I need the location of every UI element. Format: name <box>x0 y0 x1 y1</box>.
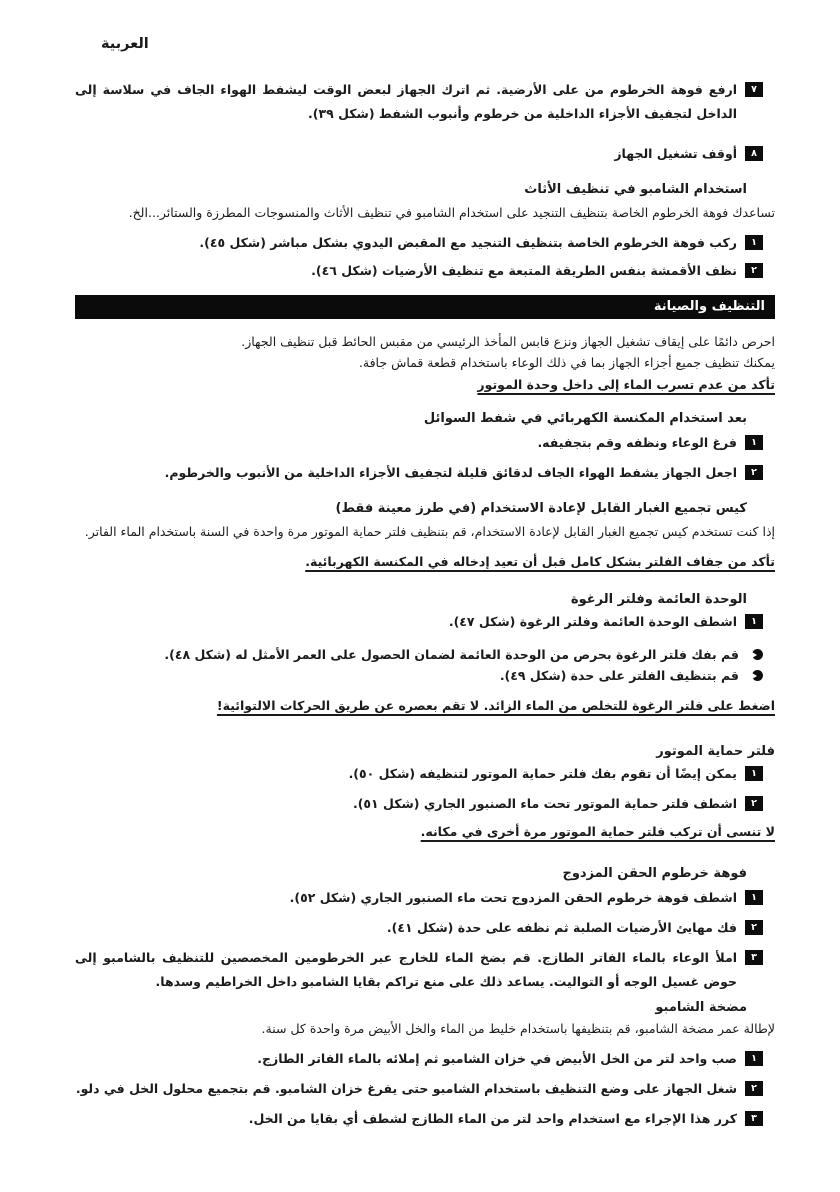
step-text: اجعل الجهاز يشفط الهواء الجاف لدقائق قليلة لتجفيف الأجزاء الداخلية من الأنبوب والخرطوم. <box>164 465 737 480</box>
step-text: شغل الجهاز على وضع التنظيف باستخدام الشامبو حتى يفرغ خزان الشامبو. قم بتجميع محلول الخل في دلو. <box>75 1081 737 1096</box>
step-number-badge: ١ <box>745 890 763 905</box>
section-title-motor-filter: فلتر حماية الموتور <box>656 744 775 759</box>
section-title-float-unit: الوحدة العائمة وفلتر الرغوة <box>570 592 747 607</box>
step-text: كرر هذا الإجراء مع استخدام واحد لتر من الماء الطازج لشطف أي بقايا من الخل. <box>248 1111 737 1126</box>
motor-filter-step-1 <box>75 762 775 786</box>
warning-refit-motor-filter: لا تنسى أن تركب فلتر حماية الموتور مرة أخرى في مكانه. <box>420 824 775 839</box>
step-number-badge: ٢ <box>745 920 763 935</box>
warning-no-water-in-motor: تأكد من عدم تسرب الماء إلى داخل وحدة الموتور <box>477 377 775 392</box>
step-text: فك مهايئ الأرضيات الصلبة ثم نظفه على حدة (شكل ٤١). <box>386 920 737 935</box>
step-text: يمكن إيضًا أن تقوم بفك فلتر حماية الموتور لتنظيفه (شكل ٥٠). <box>348 766 737 781</box>
step-number-badge: ١ <box>745 614 763 629</box>
step-number-badge: ١ <box>745 235 763 250</box>
bullet-text: قم بفك فلتر الرغوة بحرص من الوحدة العائمة لضمان الحصول على العمر الأمثل له (شكل ٤٨). <box>164 647 739 662</box>
dust-bag-paragraph: إذا كنت تستخدم كيس تجميع الغبار القابل لإعادة الاستخدام، قم بتنظيف فلتر حماية الموتور مرة واحدة في السنة باستخدام الماء الفاتر. <box>84 524 775 539</box>
step-number-badge: ٢ <box>745 1081 763 1096</box>
step-text: اشطف فوهة خرطوم الحقن المزدوج تحت ماء الصنبور الجاري (شكل ٥٢). <box>289 890 737 905</box>
section-title-after-wet-use: بعد استخدام المكنسة الكهربائي في شفط السوائل <box>423 411 747 426</box>
bullet-text: قم بتنظيف الفلتر على حدة (شكل ٤٩). <box>499 668 739 683</box>
step-number-badge: ١ <box>745 435 763 450</box>
furniture-intro-paragraph: تساعدك فوهة الخرطوم الخاصة بتنظيف التنجيد على استخدام الشامبو في تنظيف الأثاث والمنسوجات المطرزة والستائر...الخ. <box>128 205 775 220</box>
step-number-badge: ٢ <box>745 796 763 811</box>
step-text: صب واحد لتر من الخل الأبيض في خزان الشامبو ثم إملائه بالماء الفاتر الطازج. <box>257 1051 737 1066</box>
step-number-badge: ٢ <box>745 263 763 278</box>
foam-filter-bullet-1 <box>75 644 775 665</box>
section-title-shampoo-pump: مضخة الشامبو <box>655 1000 747 1015</box>
step-number-badge: ٨ <box>745 146 763 161</box>
step-text: ارفع فوهة الخرطوم من على الأرضية. ثم اترك الجهاز لبعض الوقت ليشفط الهواء الجاف في سلاسة إلى الداخل لتجفيف الأجزاء الداخلية من خرطوم وأنبوب الشفط (شكل ٣٩). <box>75 82 737 121</box>
page-content <box>75 36 775 1131</box>
furniture-step-2 <box>75 259 775 283</box>
float-step-1 <box>75 610 775 634</box>
language-title: العربية <box>101 36 149 52</box>
step-text: اشطف الوحدة العائمة وفلتر الرغوة (شكل ٤٧). <box>448 614 737 629</box>
maintenance-intro-line1: احرص دائمًا على إيقاف تشغيل الجهاز ونزع قابس المأخذ الرئيسي من مقبس الحائط قبل تنظيف الجهاز. <box>241 334 775 349</box>
shampoo-pump-intro: لإطالة عمر مضخة الشامبو، قم بتنظيفها باستخدام خليط من الماء والخل الأبيض مرة واحدة كل سنة. <box>261 1021 775 1036</box>
after-wet-step-1 <box>75 431 775 455</box>
double-injection-step-3 <box>75 946 775 994</box>
shampoo-pump-step-3 <box>75 1107 775 1131</box>
step-text: فرغ الوعاء ونظفه وقم بتجفيفه. <box>537 435 737 450</box>
step-text: ركب فوهة الخرطوم الخاصة بتنظيف التنجيد مع المقبض اليدوي بشكل مباشر (شكل ٤٥). <box>199 235 737 250</box>
step-number-badge: ٣ <box>745 950 763 965</box>
step-text: املأ الوعاء بالماء الفاتر الطازج. قم بضخ الماء للخارج عبر الخرطومين المخصصين للتنظيف بالشامبو إلى حوض غسيل الوجه أو التواليت. يساعد ذلك على منع تراكم بقايا الشامبو داخل الخراطيم وسدها. <box>75 950 737 989</box>
section-title-reusable-dust-bag: كيس تجميع الغبار القابل لإعادة الاستخدام (في طرز معينة فقط) <box>335 501 747 516</box>
double-injection-step-2 <box>75 916 775 940</box>
notched-circle-bullet-icon <box>752 670 763 681</box>
foam-filter-bullet-2 <box>75 665 775 686</box>
motor-filter-step-2 <box>75 792 775 816</box>
step-number-badge: ٢ <box>745 465 763 480</box>
step-7 <box>75 78 775 126</box>
warning-squeeze-foam-filter: اضغط على فلتر الرغوة للتخلص من الماء الزائد. لا تقم بعصره عن طريق الحركات الالتوائية! <box>216 698 775 713</box>
section-title-double-injection-nozzle: فوهة خرطوم الحقن المزدوج <box>562 866 747 881</box>
shampoo-pump-step-2 <box>75 1077 775 1101</box>
step-text: اشطف فلتر حماية الموتور تحت ماء الصنبور الجاري (شكل ٥١). <box>352 796 737 811</box>
notched-circle-bullet-icon <box>752 649 763 660</box>
shampoo-pump-step-1 <box>75 1047 775 1071</box>
warning-filter-fully-dry: تأكد من جفاف الفلتر بشكل كامل قبل أن تعيد إدخاله في المكنسة الكهربائية. <box>305 554 775 569</box>
step-number-badge: ١ <box>745 766 763 781</box>
step-8 <box>75 142 775 166</box>
step-number-badge: ٧ <box>745 82 763 97</box>
furniture-step-1 <box>75 231 775 255</box>
step-number-badge: ٣ <box>745 1111 763 1126</box>
double-injection-step-1 <box>75 886 775 910</box>
maintenance-intro-line2: يمكنك تنظيف جميع أجزاء الجهاز بما في ذلك الوعاء باستخدام قطعة قماش جافة. <box>358 355 775 370</box>
step-number-badge: ١ <box>745 1051 763 1066</box>
after-wet-step-2 <box>75 461 775 485</box>
step-text: نظف الأقمشة بنفس الطريقة المتبعة مع تنظيف الأرضيات (شكل ٤٦). <box>311 263 737 278</box>
section-banner-cleaning-maintenance: التنظيف والصيانة <box>75 295 775 319</box>
section-title-furniture-shampoo: استخدام الشامبو في تنظيف الأثاث <box>524 182 747 197</box>
step-text: أوقف تشغيل الجهاز <box>614 146 737 161</box>
